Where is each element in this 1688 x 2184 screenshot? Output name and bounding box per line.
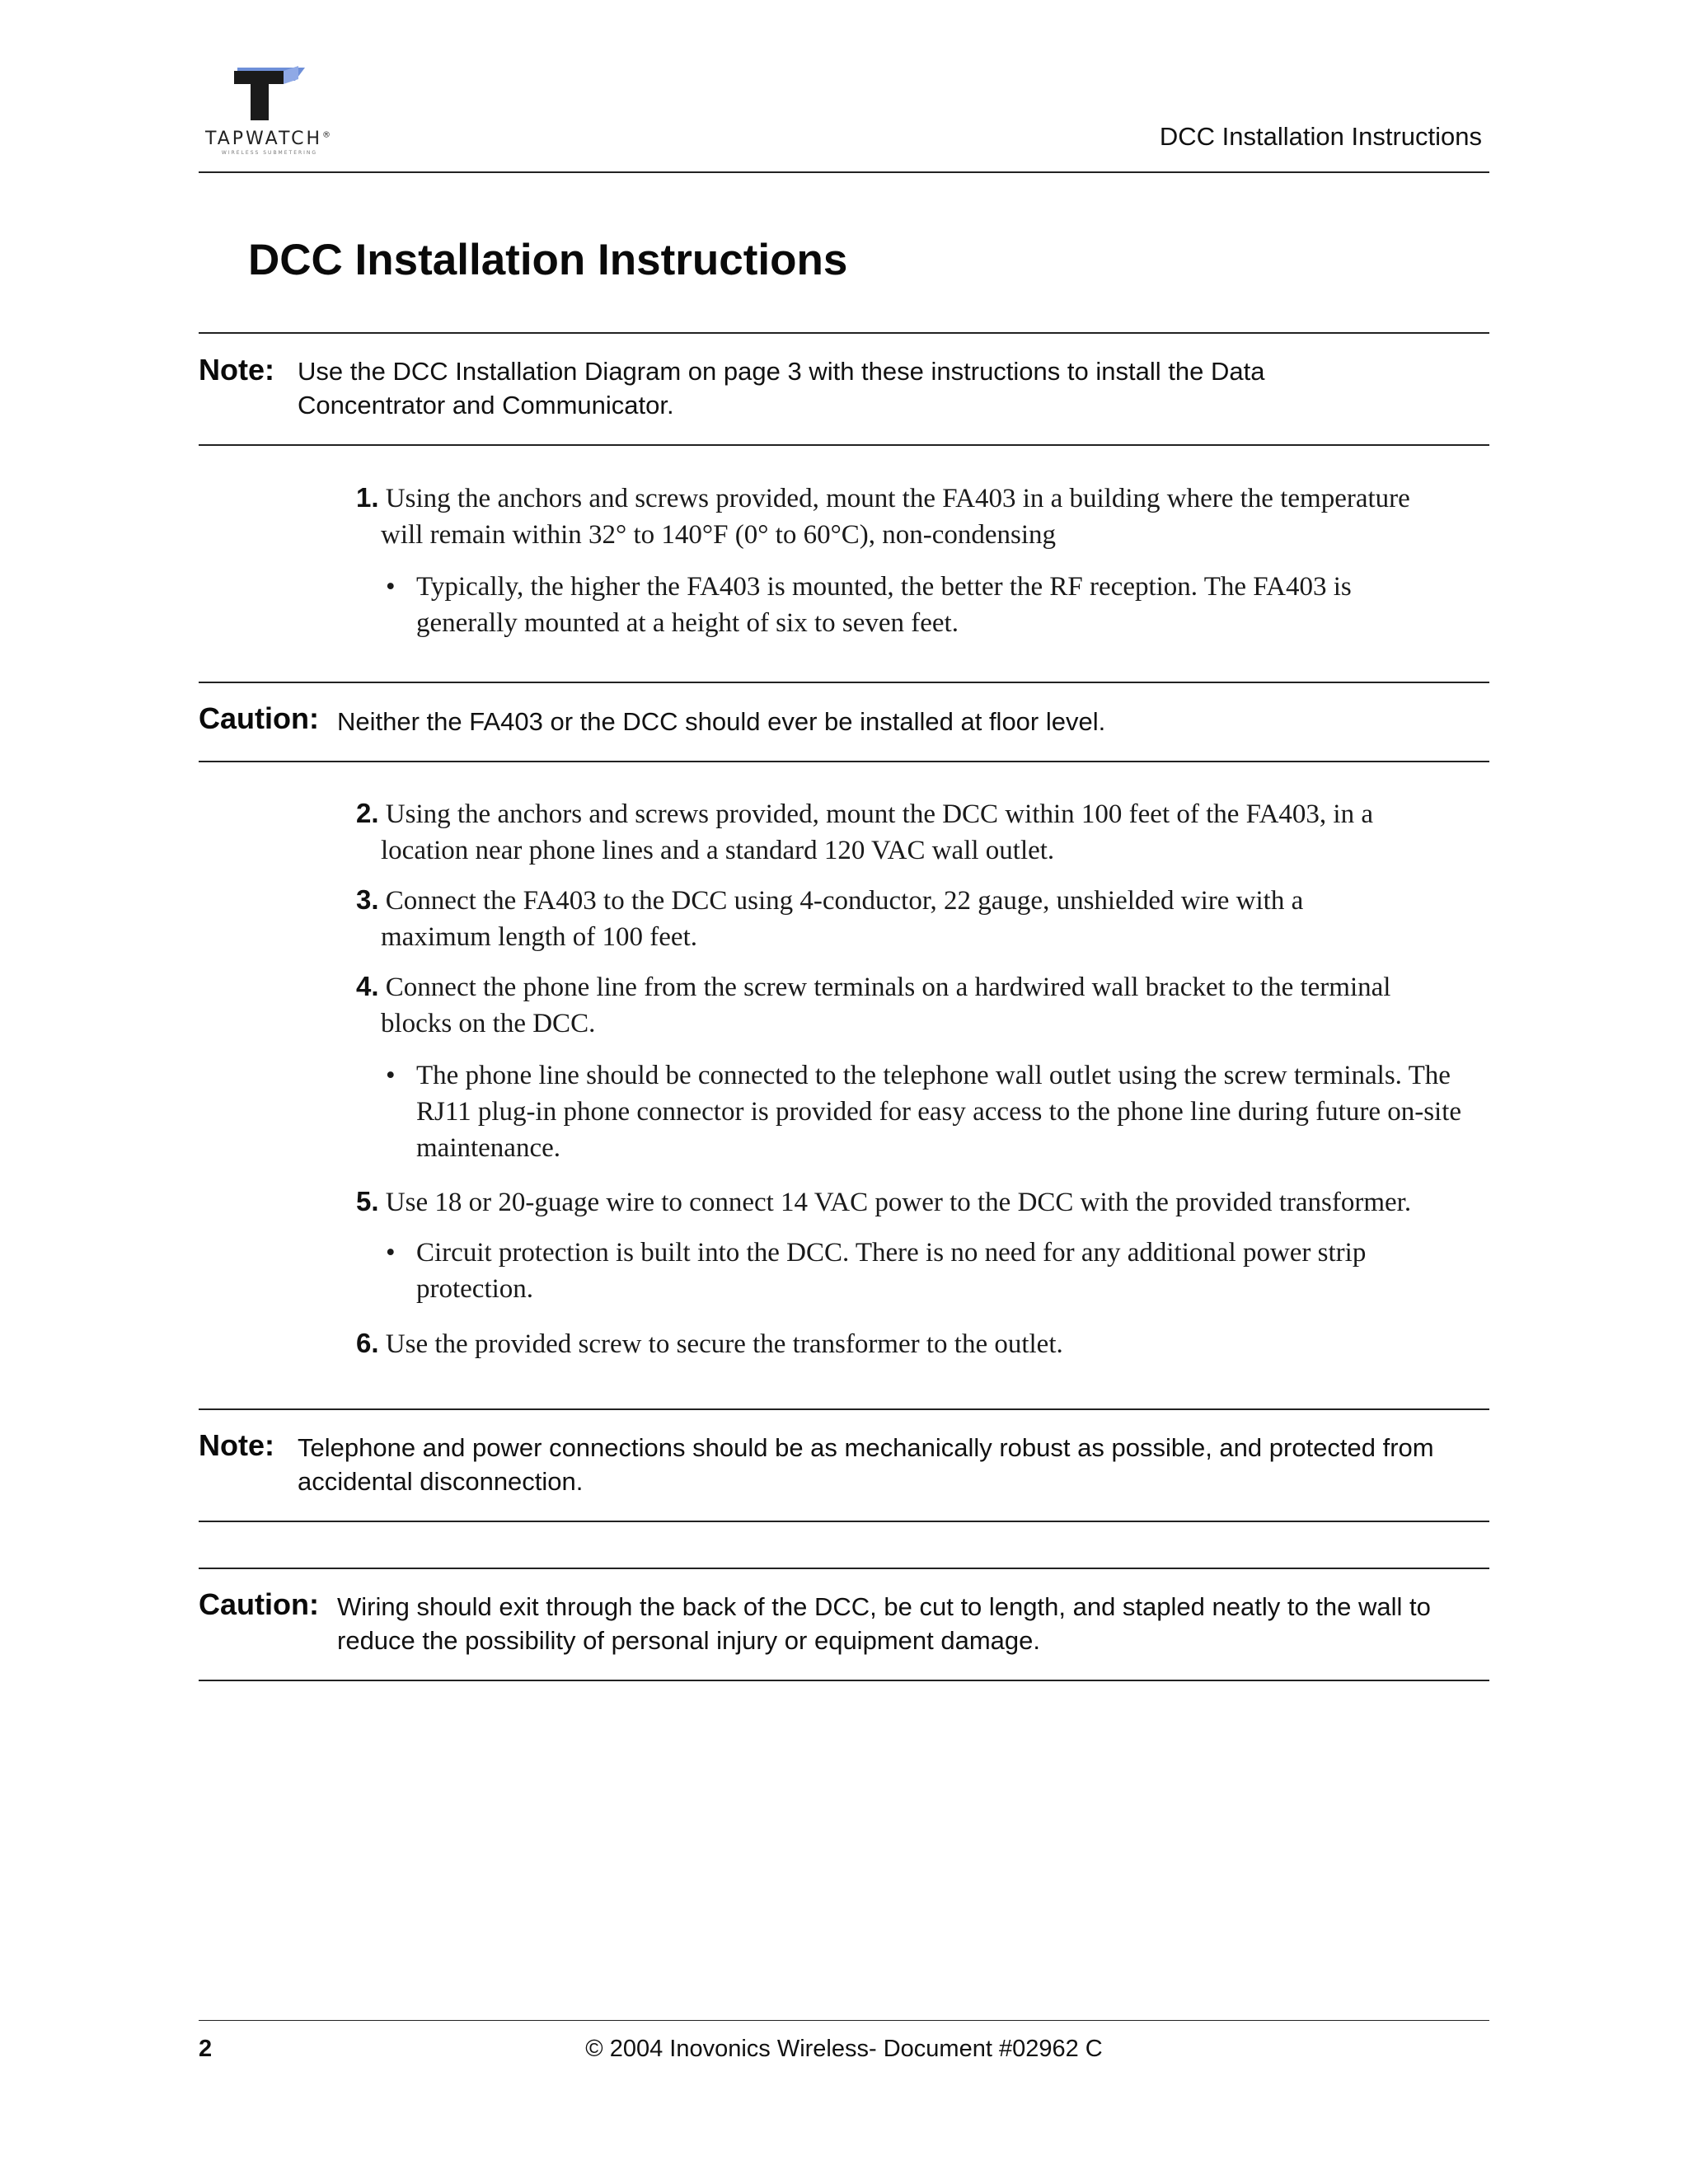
footer-copyright: © 2004 Inovonics Wireless- Document #02962 C xyxy=(585,2036,1103,2062)
step-1-bullet-text: Typically, the higher the FA403 is mounted, the better the RF reception. The FA403 is generally mounted at a height of six to seven feet. xyxy=(416,572,1352,638)
step-4-text-line-2: blocks on the DCC. xyxy=(381,1009,596,1038)
bullet-dot: • xyxy=(386,572,396,602)
step-2-text-line-2: location near phone lines and a standard 120 VAC wall outlet. xyxy=(381,836,1055,865)
caution-1-bottom-rule xyxy=(199,761,1489,762)
note-1-top-rule xyxy=(199,332,1489,334)
step-6-number: 6. xyxy=(356,1328,379,1358)
step-5 xyxy=(356,1183,1502,1221)
note-1-bottom-rule xyxy=(199,444,1489,446)
step-3-text-line-2: maximum length of 100 feet. xyxy=(381,922,697,952)
caution-2-bottom-rule xyxy=(199,1680,1489,1681)
caution-2-text: Wiring should exit through the back of the DCC, be cut to length, and stapled neatly to the wall to reduce the possibility of personal injury or equipment damage. xyxy=(337,1592,1431,1655)
step-2-text-line-1: Using the anchors and screws provided, mount the DCC within 100 feet of the FA403, in a xyxy=(385,799,1373,829)
step-6-text-line-1: Use the provided screw to secure the transformer to the outlet. xyxy=(385,1329,1063,1359)
step-5-text-line-1: Use 18 or 20-guage wire to connect 14 VAC power to the DCC with the provided transformer. xyxy=(385,1188,1412,1217)
step-4 xyxy=(356,968,1502,1042)
step-5-bullet xyxy=(386,1235,1507,1307)
step-3-text-line-1: Connect the FA403 to the DCC using 4-conductor, 22 gauge, unshielded wire with a xyxy=(385,886,1304,916)
caution-1-top-rule xyxy=(199,682,1489,683)
note-1-text: Use the DCC Installation Diagram on page 3 with these instructions to install the Data Concentrator and Communicator. xyxy=(298,357,1265,419)
bullet-dot: • xyxy=(386,1238,396,1268)
step-1-text-line-2: will remain within 32° to 140°F (0° to 60°C), non-condensing xyxy=(381,520,1057,550)
step-1-bullet xyxy=(386,569,1507,641)
step-2-number: 2. xyxy=(356,798,379,828)
running-header-title: DCC Installation Instructions xyxy=(1159,122,1482,151)
step-1-text-line-1: Using the anchors and screws provided, mount the FA403 in a building where the temperature xyxy=(385,484,1410,513)
step-1 xyxy=(356,480,1502,553)
note-2-bottom-rule xyxy=(199,1521,1489,1522)
logo-tagline: WIRELESS SUBMETERING xyxy=(221,150,318,156)
header-divider xyxy=(199,171,1489,173)
step-4-bullet-text: The phone line should be connected to the telephone wall outlet using the screw terminals. The RJ11 plug-in phone connector is provided for easy access to the phone line during future on-site maintenance. xyxy=(416,1061,1462,1163)
note-2-label: Note: xyxy=(199,1428,274,1462)
note-2-text: Telephone and power connections should be as mechanically robust as possible, and protected from accidental disconnection. xyxy=(298,1433,1434,1496)
caution-2-top-rule xyxy=(199,1568,1489,1569)
step-6 xyxy=(356,1325,1502,1362)
step-5-number: 5. xyxy=(356,1186,379,1216)
step-5-bullet-text: Circuit protection is built into the DCC. There is no need for any additional power strip protection. xyxy=(416,1238,1367,1304)
page-title: DCC Installation Instructions xyxy=(248,236,848,284)
tapwatch-logo-mark xyxy=(198,64,338,126)
step-4-number: 4. xyxy=(356,971,379,1001)
step-1-number: 1. xyxy=(356,482,379,513)
step-3-number: 3. xyxy=(356,884,379,915)
caution-1-text: Neither the FA403 or the DCC should ever be installed at floor level. xyxy=(337,707,1106,736)
step-4-text-line-1: Connect the phone line from the screw terminals on a hardwired wall bracket to the terminal xyxy=(385,972,1391,1002)
note-2-top-rule xyxy=(199,1408,1489,1410)
tapwatch-logo xyxy=(198,64,338,155)
bullet-dot: • xyxy=(386,1061,396,1090)
footer-page-number: 2 xyxy=(199,2036,213,2062)
caution-1-label: Caution: xyxy=(199,701,319,735)
step-2 xyxy=(356,795,1502,869)
step-4-bullet xyxy=(386,1057,1507,1166)
note-1-label: Note: xyxy=(199,353,274,387)
footer-divider xyxy=(199,2020,1489,2021)
step-3 xyxy=(356,882,1502,955)
caution-2-label: Caution: xyxy=(199,1587,319,1621)
logo-wordmark: TAPWATCH® xyxy=(205,129,331,149)
